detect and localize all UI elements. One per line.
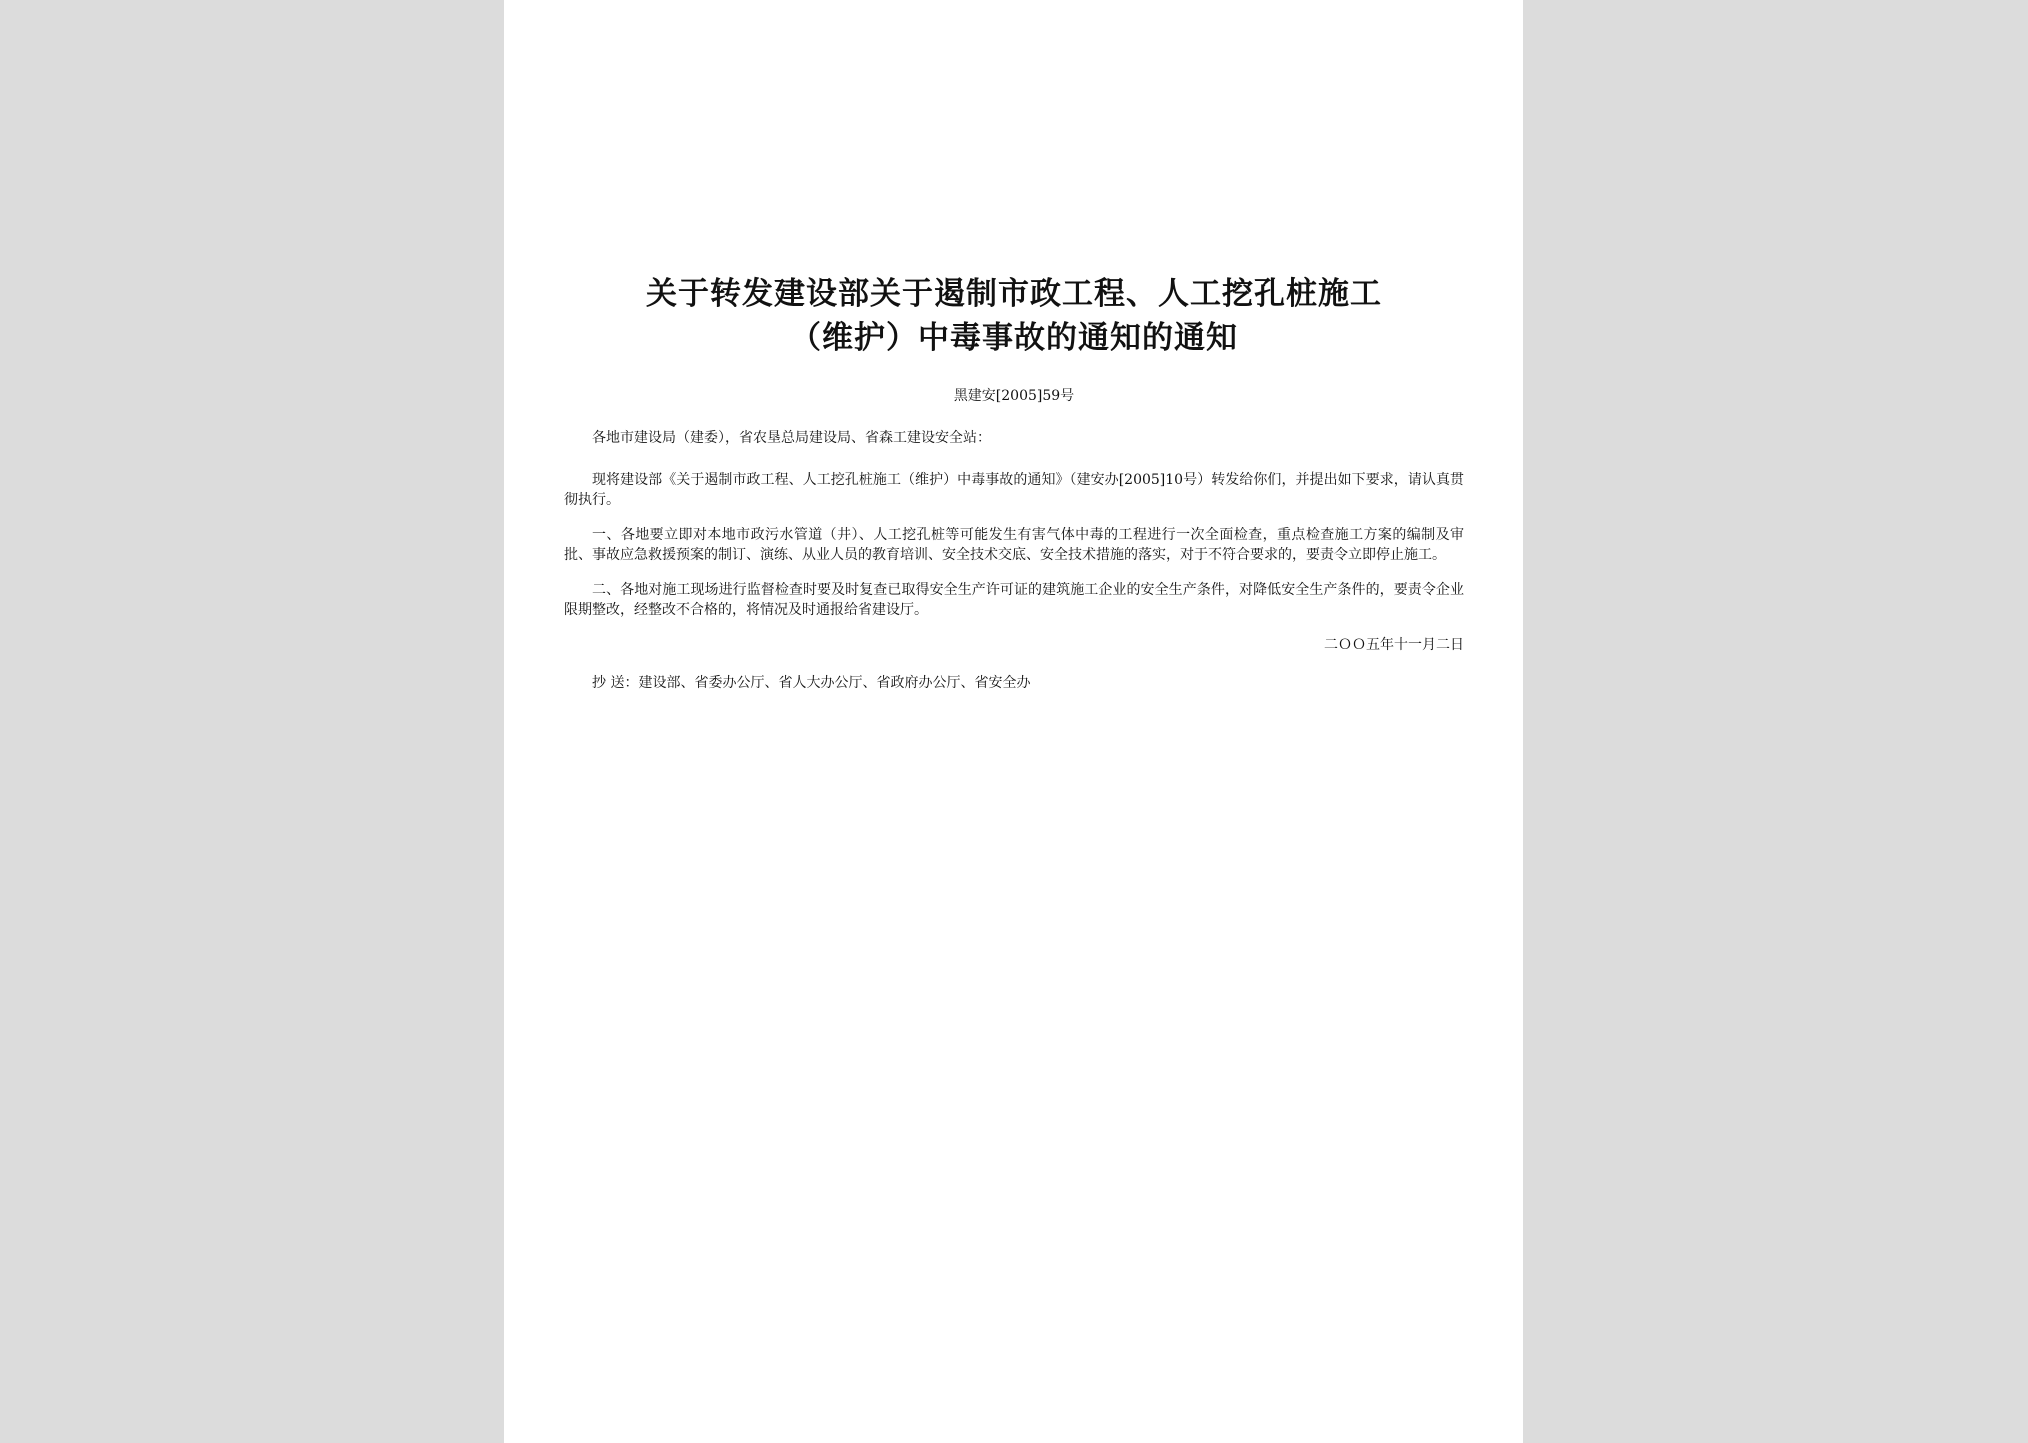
cc-recipients: 抄 送：建设部、省委办公厅、省人大办公厅、省政府办公厅、省安全办 bbox=[592, 675, 1031, 691]
body-paragraph-1: 现将建设部《关于遏制市政工程、人工挖孔桩施工（维护）中毒事故的通知》（建安办[2005]10号）转发给你们，并提出如下要求，请认真贯彻执行。 bbox=[564, 472, 1464, 508]
title-line-2: （维护）中毒事故的通知的通知 bbox=[790, 320, 1238, 356]
document-content bbox=[564, 272, 1464, 693]
body-paragraph-3: 二、各地对施工现场进行监督检查时要及时复查已取得安全生产许可证的建筑施工企业的安全生产条件，对降低安全生产条件的，要责令企业限期整改，经整改不合格的，将情况及时通报给省建设厅。 bbox=[564, 582, 1464, 618]
title-line-1: 关于转发建设部关于遏制市政工程、人工挖孔桩施工 bbox=[646, 276, 1382, 312]
document-page bbox=[504, 0, 1523, 1443]
body-paragraph-2: 一、各地要立即对本地市政污水管道（井）、人工挖孔桩等可能发生有害气体中毒的工程进行一次全面检查，重点检查施工方案的编制及审批、事故应急救援预案的制订、演练、从业人员的教育培训、安全技术交底、安全技术措施的落实，对于不符合要求的，要责令立即停止施工。 bbox=[564, 527, 1464, 563]
issue-date: 二ＯＯ五年十一月二日 bbox=[1324, 637, 1464, 653]
salutation: 各地市建设局（建委），省农垦总局建设局、省森工建设安全站： bbox=[592, 430, 991, 446]
document-title bbox=[564, 272, 1464, 360]
document-number: 黑建安[2005]59号 bbox=[953, 388, 1075, 404]
